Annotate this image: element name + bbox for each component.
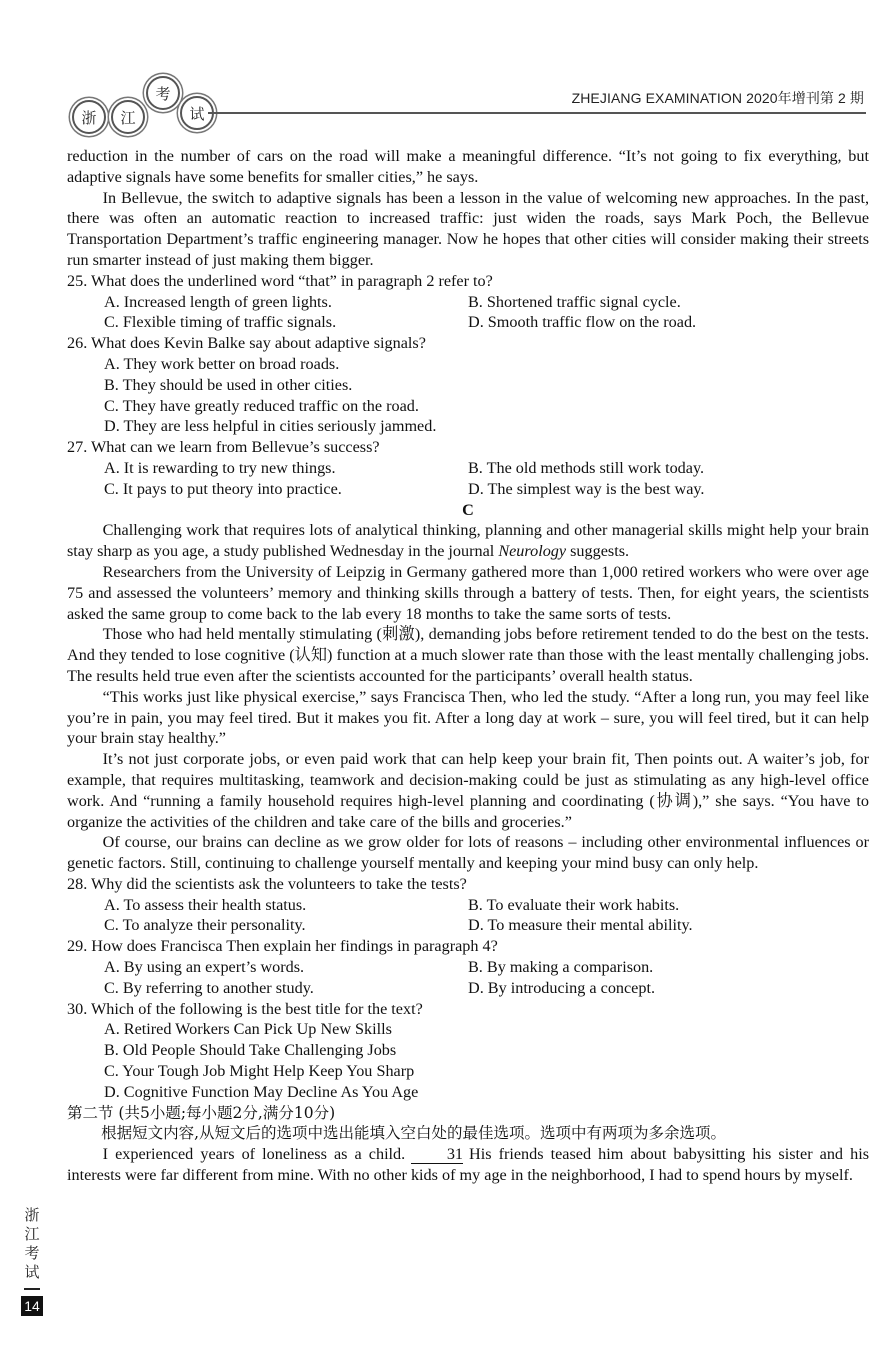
option-a: A. Retired Workers Can Pick Up New Skills bbox=[104, 1020, 392, 1039]
logo-char-jiang: 江 bbox=[111, 100, 145, 134]
option-c: C. Flexible timing of traffic signals. bbox=[104, 313, 337, 332]
section-two-instruction: 根据短文内容,从短文后的选项中选出能填入空白处的最佳选项。选项中有两项为多余选项。 bbox=[101, 1124, 727, 1143]
option-d: D. Smooth traffic flow on the road. bbox=[468, 313, 697, 332]
passage-c-paragraph: Challenging work that requires lots of analytical thinking, planning and other managerial skills might help your brain stay sharp as you age, a study published Wednesday in the journal Neurology suggests. bbox=[67, 521, 869, 561]
passage-c-paragraph: Those who had held mentally stimulating (刺激), demanding jobs before retirement tended to do the best on the tests. And they tended to lose cognitive (认知) function at a much slower rate than those with the least mentally challenging jobs. The results held true even after the scientists accounted for the participants’ overall health status. bbox=[67, 625, 869, 685]
passage-c-paragraph: Of course, our brains can decline as we grow older for lots of reasons – including other environmental influences or genetic factors. Still, continuing to challenge yourself mentally and keeping your mind busy can only help. bbox=[67, 833, 869, 873]
option-d: D. By introducing a concept. bbox=[468, 978, 656, 997]
option-d: D. The simplest way is the best way. bbox=[468, 479, 705, 498]
option-b: B. Shortened traffic signal cycle. bbox=[468, 292, 681, 311]
question-27 bbox=[67, 437, 869, 499]
option-d: D. They are less helpful in cities seriously jammed. bbox=[104, 417, 437, 436]
question-29 bbox=[67, 936, 869, 998]
option-b: B. Old People Should Take Challenging Jobs bbox=[104, 1041, 397, 1060]
option-b: B. The old methods still work today. bbox=[468, 458, 705, 477]
page-number: 14 bbox=[21, 1296, 43, 1316]
passage-c-paragraph: Researchers from the University of Leipzig in Germany gathered more than 1,000 retired workers who were over age 75 and assessed the volunteers’ memory and thinking skills through a battery of tests. Then, for eight years, the scientists asked the same group to come back to the lab every 18 months to take the same sorts of tests. bbox=[67, 562, 869, 623]
section-two-passage: I experienced years of loneliness as a child. 31 His friends teased him about babysitting his sister and his interests were far different from mine. With no other kids of my age in the neighborhood, I had to spend hours by myself. bbox=[67, 1145, 869, 1185]
question-30 bbox=[67, 999, 869, 1103]
option-c: C. To analyze their personality. bbox=[104, 916, 306, 935]
option-a: A. By using an expert’s words. bbox=[104, 958, 305, 977]
passage-c-paragraph: It’s not just corporate jobs, or even paid work that can help keep your brain fit, Then points out. A waiter’s job, for example, that requires multitasking, teamwork and decision-making could be just as stimulating as any high-level office work. And “running a family household requires high-level planning and coordinating (协调),” she says. “You have to organize the activities of the children and take care of the bills and groceries.” bbox=[67, 750, 869, 831]
option-c: C. It pays to put theory into practice. bbox=[104, 479, 342, 498]
option-b: B. They should be used in other cities. bbox=[104, 375, 353, 394]
option-a: A. They work better on broad roads. bbox=[104, 354, 340, 373]
journal-name: Neurology bbox=[498, 542, 567, 561]
passage-c-paragraph: “This works just like physical exercise,” says Francisca Then, who led the study. “After a long run, you may feel like you’re in pain, you may feel tired. But it makes you fit. After a long day at work – sure, you will feel tired, but it can help your brain stay healthy.” bbox=[67, 687, 869, 748]
header-rule bbox=[208, 112, 866, 114]
side-char: 试 bbox=[24, 1263, 40, 1281]
passage-b-paragraph: In Bellevue, the switch to adaptive signals has been a lesson in the value of welcoming new approaches. In the past, there was often an automatic reaction to increased traffic: just widen the roads, says Mark Poch, the Bellevue Transportation Department’s traffic engineering manager. Now he hopes that other cities will consider making their streets run smarter instead of just making them bigger. bbox=[67, 188, 869, 269]
side-margin-label bbox=[20, 1206, 44, 1316]
option-c: C. Your Tough Job Might Help Keep You Sharp bbox=[104, 1062, 415, 1081]
passage-b-paragraph: reduction in the number of cars on the road will make a meaningful difference. “It’s not going to fix everything, but adaptive signals have some benefits for smaller cities,” he says. bbox=[67, 147, 869, 186]
option-c: C. By referring to another study. bbox=[104, 978, 314, 997]
question-stem: 28. Why did the scientists ask the volunteers to take the tests? bbox=[67, 874, 467, 893]
side-char: 浙 bbox=[24, 1206, 40, 1224]
option-a: A. To assess their health status. bbox=[104, 895, 307, 914]
logo-char-zhe: 浙 bbox=[72, 100, 106, 134]
side-char: 江 bbox=[24, 1225, 40, 1243]
passage-c-label: C bbox=[462, 500, 474, 519]
question-25 bbox=[67, 271, 869, 333]
question-stem: 25. What does the underlined word “that” in paragraph 2 refer to? bbox=[67, 271, 493, 290]
question-26 bbox=[67, 333, 869, 437]
question-stem: 26. What does Kevin Balke say about adaptive signals? bbox=[67, 334, 426, 353]
page-content bbox=[67, 146, 869, 1186]
logo-char-kao: 考 bbox=[146, 76, 180, 110]
option-d: D. To measure their mental ability. bbox=[468, 916, 693, 935]
option-b: B. By making a comparison. bbox=[468, 958, 654, 977]
option-c: C. They have greatly reduced traffic on the road. bbox=[104, 396, 419, 415]
page-header bbox=[0, 0, 894, 140]
section-two-heading: 第二节 (共5小题;每小题2分,满分10分) bbox=[67, 1103, 336, 1122]
side-divider bbox=[24, 1288, 40, 1290]
question-stem: 30. Which of the following is the best title for the text? bbox=[67, 999, 423, 1018]
option-a: A. Increased length of green lights. bbox=[104, 292, 332, 311]
logo-char-shi: 试 bbox=[180, 96, 214, 130]
option-a: A. It is rewarding to try new things. bbox=[104, 458, 336, 477]
question-28 bbox=[67, 874, 869, 936]
blank-31: 31 bbox=[411, 1145, 463, 1164]
question-stem: 27. What can we learn from Bellevue’s success? bbox=[67, 438, 380, 457]
option-d: D. Cognitive Function May Decline As You Age bbox=[104, 1082, 419, 1101]
question-stem: 29. How does Francisca Then explain her findings in paragraph 4? bbox=[67, 937, 498, 956]
side-char: 考 bbox=[24, 1244, 40, 1262]
option-b: B. To evaluate their work habits. bbox=[468, 895, 680, 914]
journal-title: ZHEJIANG EXAMINATION 2020年增刊第 2 期 bbox=[571, 90, 864, 106]
